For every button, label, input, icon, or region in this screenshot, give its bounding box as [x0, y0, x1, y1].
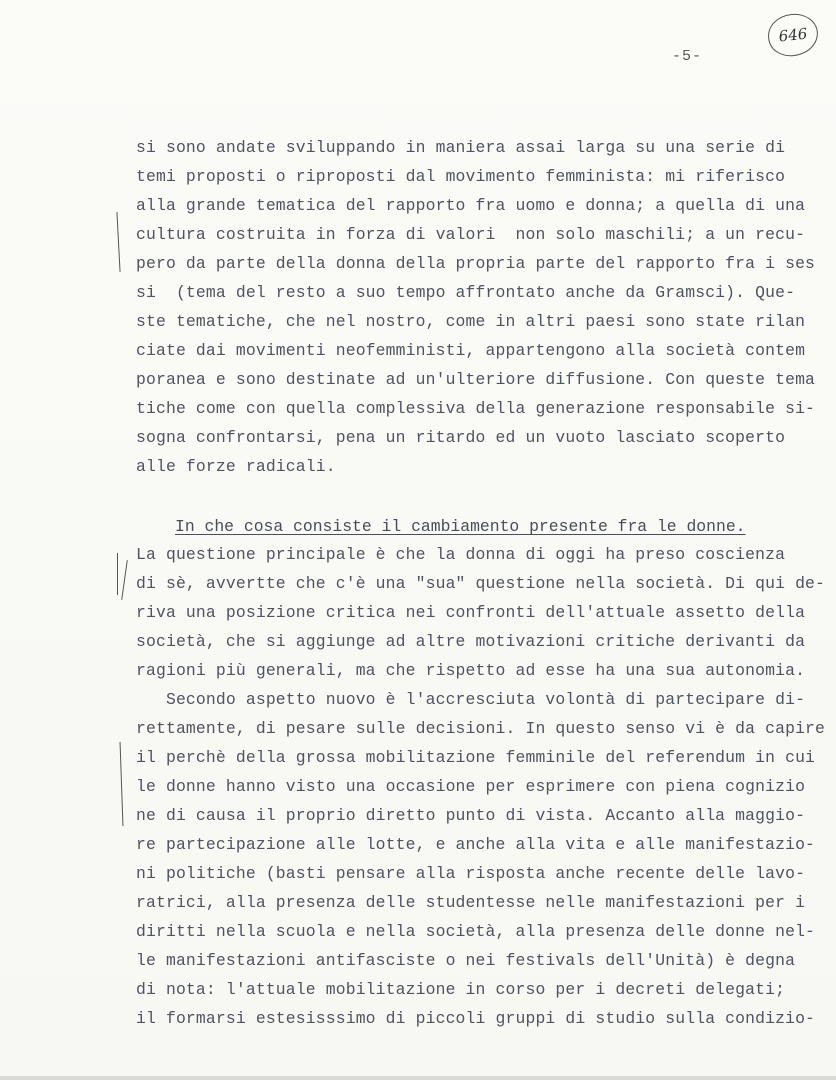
text-line: La questione principale è che la donna di oggi ha preso coscienza	[136, 545, 786, 564]
text-line: il perchè della grossa mobilitazione femminile del referendum in cui	[136, 748, 816, 767]
section-heading: In che cosa consiste il cambiamento presente fra le donne.	[175, 517, 746, 536]
text-line: tiche come con quella complessiva della generazione responsabile si-	[136, 399, 816, 418]
text-line: alle forze radicali.	[136, 457, 336, 476]
text-line: pero da parte della donna della propria parte del rapporto fra i ses	[136, 254, 816, 273]
text-line: di nota: l'attuale mobilitazione in corso per i decreti delegati;	[136, 980, 786, 999]
page-number: -5-	[672, 48, 703, 65]
text-line: ciate dai movimenti neofemministi, appartengono alla società contem	[136, 341, 806, 360]
text-line: cultura costruita in forza di valori non solo maschili; a un recu-	[136, 225, 806, 244]
text-line: si sono andate sviluppando in maniera assai larga su una serie di	[136, 138, 786, 157]
text-line: di sè, avvertte che c'è una "sua" questione nella società. Di qui de-	[136, 574, 826, 593]
text-line: le donne hanno visto una occasione per esprimere con piena cognizio	[136, 777, 806, 796]
margin-mark	[116, 212, 120, 272]
margin-mark	[121, 560, 128, 600]
margin-mark	[117, 553, 118, 595]
text-line: temi proposti o riproposti dal movimento femminista: mi riferisco	[136, 167, 786, 186]
text-line: alla grande tematica del rapporto fra uomo e donna; a quella di una	[136, 196, 806, 215]
text-line: il formarsi estesisssimo di piccoli gruppi di studio sulla condizio-	[136, 1009, 816, 1028]
margin-mark	[120, 742, 124, 826]
text-line: si (tema del resto a suo tempo affrontato anche da Gramsci). Que-	[136, 283, 796, 302]
text-line: ni politiche (basti pensare alla risposta anche recente delle lavo-	[136, 864, 806, 883]
text-line: ne di causa il proprio diretto punto di vista. Accanto alla maggio-	[136, 806, 806, 825]
archive-number-stamp: 646	[766, 12, 820, 59]
text-line: riva una posizione critica nei confronti dell'attuale assetto della	[136, 603, 806, 622]
text-line: le manifestazioni antifasciste o nei festivals dell'Unità) è degna	[136, 951, 796, 970]
text-line: rettamente, di pesare sulle decisioni. In questo senso vi è da capire	[136, 719, 826, 738]
text-line: poranea e sono destinate ad un'ulteriore diffusione. Con queste tema	[136, 370, 816, 389]
text-line: Secondo aspetto nuovo è l'accresciuta volontà di partecipare di-	[136, 690, 806, 709]
text-line: diritti nella scuola e nella società, alla presenza delle donne nel-	[136, 922, 816, 941]
page-edge	[0, 1076, 836, 1080]
text-line: ste tematiche, che nel nostro, come in altri paesi sono state rilan	[136, 312, 806, 331]
text-line: re partecipazione alle lotte, e anche alla vita e alle manifestazio-	[136, 835, 816, 854]
text-line: sogna confrontarsi, pena un ritardo ed un vuoto lasciato scoperto	[136, 428, 786, 447]
text-line: ragioni più generali, ma che rispetto ad esse ha una sua autonomia.	[136, 661, 806, 680]
text-line: società, che si aggiunge ad altre motivazioni critiche derivanti da	[136, 632, 806, 651]
text-line: ratrici, alla presenza delle studentesse nelle manifestazioni per i	[136, 893, 806, 912]
